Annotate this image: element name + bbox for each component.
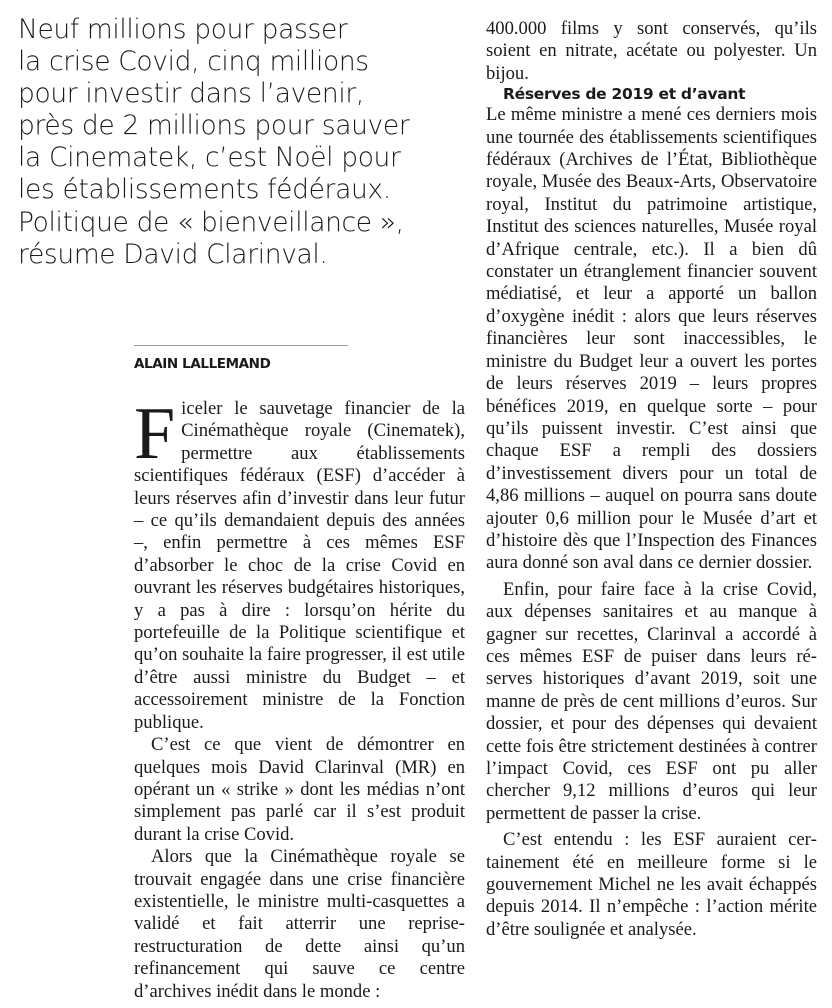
article-column-2 — [486, 18, 817, 941]
paragraph: C’est entendu : les ESF auraient certainement été en meilleure forme si le gouvernement Michel ne les avait échappés depuis 2014. Il n’empêche : l’action mérite d’être soulignée et analysée. — [486, 829, 817, 940]
paragraph — [134, 393, 465, 734]
paragraph: 400.000 films y sont conservés, qu’ils soient en nitrate, acétate ou polyester. Un bijou. — [486, 18, 817, 84]
author-byline: ALAIN LALLEMAND — [134, 356, 271, 372]
article-lead: Neuf millions pour passer la crise Covid, cinq millions pour investir dans l’avenir, près de 2 millions pour sauver la Cinematek, c’est Noël pour les établissements fédéraux. Politique de « bienveillance », résume David Clarinval. — [18, 14, 410, 270]
paragraph-text: iceler le sauvetage financier de la Cinémathèque royale (Cinematek), permettre aux établissements scientifiques fédéraux (ESF) d’accéder à leurs réserves afin d’investir dans leur futur – ce qu’ils demandaient depuis des années –, enfin permettre à ces mêmes ESF d’absorber le choc de la crise Covid en ouvrant les réserves budgétaires historiques, y a pas à dire : lorsqu’on hérite du portefeuille de la Politique scientifique et qu’on souhaite la faire progresser, il est utile d’être aussi ministre du Budget – et accessoirement ministre de la Fonction publique. — [134, 398, 465, 733]
paragraph: Alors que la Cinémathèque royale se trouvait engagée dans une crise financière existentielle, le ministre multi-casquettes a validé et fait atterrir une reprise-restructuration de dette ainsi qu’un refinancement qui sauve ce centre d’archives inédit dans le monde : — [134, 846, 465, 1002]
paragraph: C’est ce que vient de démontrer en quelques mois David Clarinval (MR) en opérant un « strike » dont les médias n’ont simplement pas parlé car il s’est produit durant la crise Covid. — [134, 734, 465, 845]
article-column-1 — [134, 393, 465, 1003]
paragraph: Enfin, pour faire face à la crise Covid, aux dépenses sanitaires et au manque à gagner sur recettes, Clarinval a accordé à ces mêmes ESF de puiser dans leurs réserves historiques d’avant 2019, soit une manne de près de cent millions d’euros. Sur dossier, et pour des dépenses qui devaient cette fois être strictement destinées à contrer l’impact Covid, ces ESF ont pu aller chercher 9,12 millions d’euros qui leur permettent de passer la crise. — [486, 578, 817, 824]
byline-divider — [134, 345, 348, 346]
section-subheading: Réserves de 2019 et d’avant — [503, 85, 746, 104]
drop-cap: F — [134, 393, 176, 475]
paragraph: Le même ministre a mené ces derniers mois une tournée des établissements scientifiques fédéraux (Archives de l’État, Bibliothèque royale, Musée des Beaux-Arts, Observatoire royal, Institut du patrimoine artistique, Institut des sciences naturelles, Musée royal d’Afrique centrale, etc.). Il a bien dû constater un étranglement financier souvent médiatisé, et leur a apporté un ballon d’oxygène inédit : alors que leurs réserves financières leur sont inaccessibles, le ministre du Budget leur a ouvert les portes de leurs réserves 2019 – leurs propres bénéfices 2019, en quelque sorte – pour qu’ils puissent investir. C’est ainsi que chaque ESF a rempli des dossiers d’investissement divers pour un total de 4,86 millions – auquel on pourra sans doute ajouter 0,6 million pour le Musée d’art et d’histoire dès que l’Inspection des Finances aura donné son aval dans ce dernier dossier. — [486, 104, 817, 574]
